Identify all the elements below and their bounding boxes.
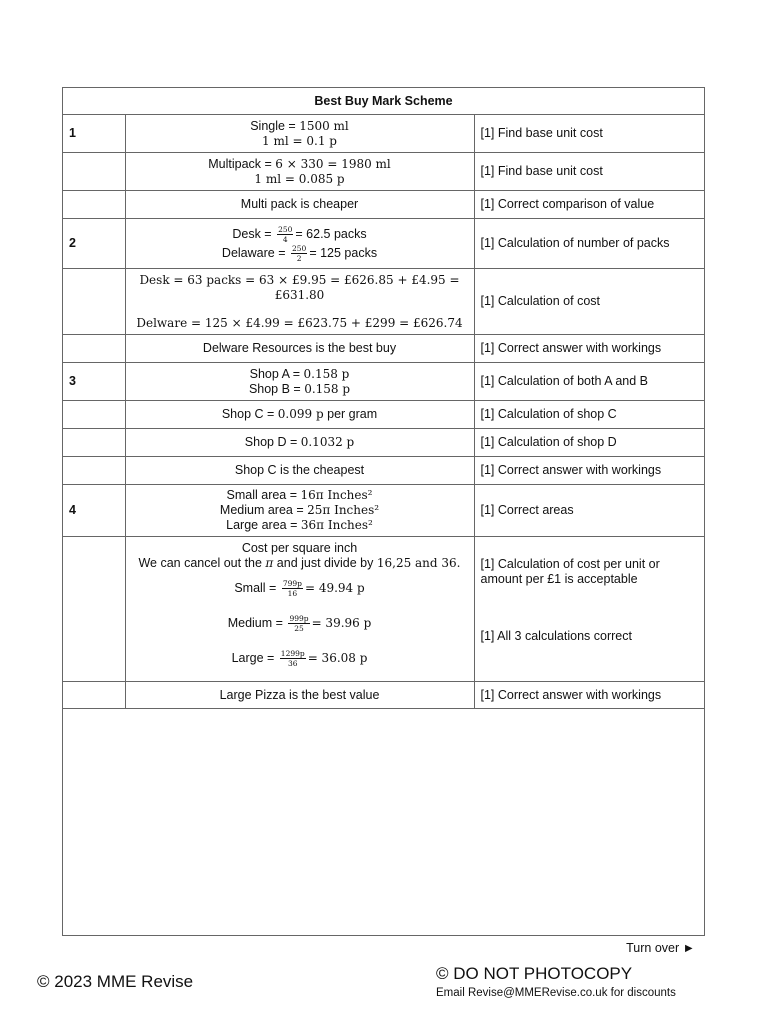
working-value: 16,25 and 36. (376, 556, 461, 570)
working-label: Medium = (227, 615, 287, 630)
working-label: Medium area = (219, 503, 308, 517)
working-cell (125, 153, 474, 191)
table-title-row (63, 88, 704, 115)
working-value: 36π Inches² (300, 518, 373, 532)
working-value: = 36.08 p (307, 650, 368, 665)
working-value: 16π Inches² (300, 488, 373, 502)
question-number: 4 (63, 485, 125, 537)
question-number (63, 269, 125, 335)
working-value: = 39.96 p (311, 615, 372, 630)
fraction: $\frac{250}{4}$ (278, 224, 293, 244)
working-label: Single = (250, 118, 300, 133)
working-value: 6 × 330 = 1980 ml (275, 156, 391, 171)
working-label: Delaware = (221, 245, 289, 260)
table-row (63, 401, 704, 429)
question-number (63, 191, 125, 219)
table-row (63, 115, 704, 153)
working-label: Shop D = (244, 435, 301, 449)
discount-email-notice: Email Revise@MMERevise.co.uk for discounts (436, 987, 676, 999)
question-number (63, 335, 125, 363)
working-label: Large area = (226, 518, 301, 532)
working-label: and just divide by (273, 556, 377, 570)
working-value: π (265, 556, 274, 570)
mark-cell: [1] Calculation of shop D (474, 429, 704, 457)
mark-cell: [1] Find base unit cost (474, 115, 704, 153)
working-cell (125, 219, 474, 269)
table-row (63, 429, 704, 457)
question-number (63, 537, 125, 682)
fraction: $\frac{799p}{16}$ (282, 579, 302, 598)
working-value: = 62.5 packs (295, 226, 367, 241)
working-label: Desk = (232, 226, 276, 241)
fraction: $\frac{1299p}{36}$ (280, 649, 305, 668)
mark-cell: [1] Calculation of both A and B (474, 363, 704, 401)
working-value: Delware = 125 × £4.99 = £623.75 + £299 = £626.74 (136, 315, 463, 330)
working-label: We can cancel out the (138, 556, 266, 570)
working-value: 0.099 p (277, 407, 324, 421)
working-label: Shop C = (221, 407, 278, 421)
working-label: per gram (323, 407, 378, 421)
table-row (63, 485, 704, 537)
fraction: $\frac{999p}{25}$ (289, 614, 309, 633)
working-cell (125, 429, 474, 457)
mark-cell (474, 537, 704, 682)
question-number (63, 401, 125, 429)
mark-cell: [1] Correct answer with workings (474, 457, 704, 485)
copyright-notice: © 2023 MME Revise (37, 972, 194, 991)
working-value: 25π Inches² (307, 503, 380, 517)
working-cell (125, 269, 474, 335)
mark-text: [1] All 3 calculations correct (480, 629, 632, 643)
table-row (63, 191, 704, 219)
mark-scheme-table (63, 88, 704, 709)
working-value: Desk = 63 packs = 63 × £9.95 = £626.85 + £4.95 = (139, 272, 460, 287)
working-value: = 49.94 p (304, 580, 365, 595)
question-number (63, 429, 125, 457)
working-cell (125, 537, 474, 682)
mark-cell: [1] Calculation of shop C (474, 401, 704, 429)
mark-text: [1] Calculation of cost per unit or amount per £1 is acceptable (480, 557, 660, 586)
working-cell (125, 485, 474, 537)
mark-cell: [1] Correct areas (474, 485, 704, 537)
working-label: Large = (231, 650, 278, 665)
working-value: 1500 ml (299, 118, 349, 133)
working-cell: Delware Resources is the best buy (125, 335, 474, 363)
working-label: Multipack = (208, 156, 276, 171)
table-row (63, 269, 704, 335)
working-label: Small area = (226, 488, 301, 502)
mark-cell: [1] Correct comparison of value (474, 191, 704, 219)
mark-cell: [1] Find base unit cost (474, 153, 704, 191)
mark-cell: [1] Calculation of cost (474, 269, 704, 335)
working-value: 1 ml = 0.085̇ p (254, 171, 345, 186)
working-cell (125, 115, 474, 153)
mark-cell: [1] Correct answer with workings (474, 682, 704, 709)
table-row (63, 682, 704, 709)
table-row (63, 153, 704, 191)
working-cell (125, 363, 474, 401)
working-cell: Multi pack is cheaper (125, 191, 474, 219)
mark-scheme-frame (62, 87, 705, 936)
working-value: £631.80 (274, 287, 325, 302)
working-value: 1 ml = 0.1 p (262, 133, 337, 148)
working-value: 0.158 p (304, 381, 351, 396)
fraction: $\frac{250}{2}$ (291, 243, 307, 263)
question-number: 3 (63, 363, 125, 401)
working-label: Small = (234, 580, 280, 595)
mark-cell: [1] Correct answer with workings (474, 335, 704, 363)
working-cell (125, 401, 474, 429)
question-number (63, 153, 125, 191)
mark-cell: [1] Calculation of number of packs (474, 219, 704, 269)
working-label: Shop A = (249, 366, 304, 381)
do-not-photocopy-notice: © DO NOT PHOTOCOPY (436, 964, 633, 983)
question-number: 2 (63, 219, 125, 269)
working-value: = 125 packs (309, 245, 378, 260)
table-row (63, 537, 704, 682)
table-row (63, 457, 704, 485)
table-row (63, 219, 704, 269)
working-value: 0.1032 p (300, 435, 355, 449)
working-label: Shop B = (248, 381, 305, 396)
question-number: 1 (63, 115, 125, 153)
question-number (63, 457, 125, 485)
table-row (63, 335, 704, 363)
working-cell: Shop C is the cheapest (125, 457, 474, 485)
working-cell: Large Pizza is the best value (125, 682, 474, 709)
working-heading: Cost per square inch (241, 541, 358, 555)
question-number (63, 682, 125, 709)
working-value: 0.158 p (303, 366, 350, 381)
table-row (63, 363, 704, 401)
turn-over-label: Turn over ► (626, 941, 695, 955)
table-title: Best Buy Mark Scheme (63, 88, 704, 115)
